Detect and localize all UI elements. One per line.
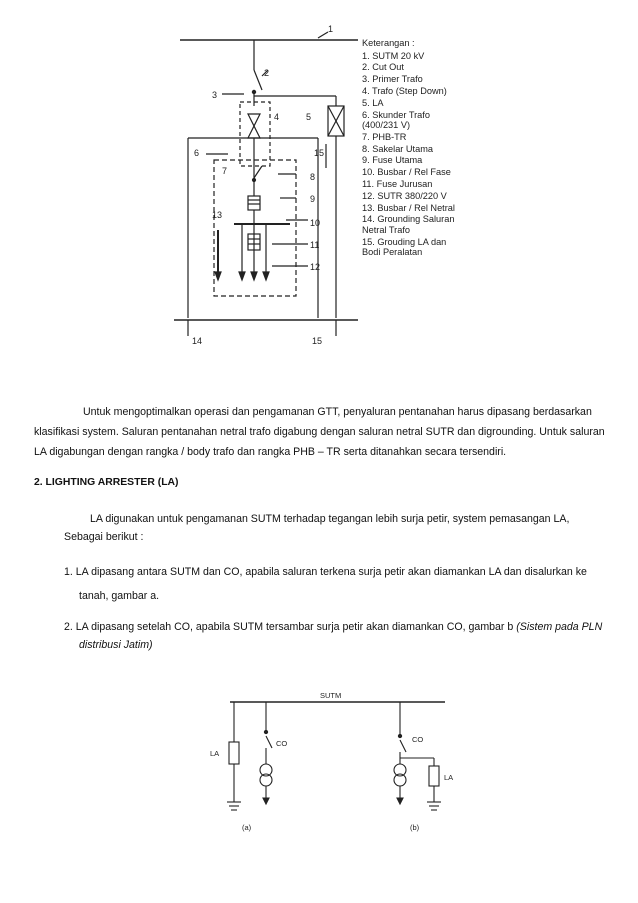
la-placement-diagram: [200, 690, 460, 840]
legend-item: 8. Sakelar Utama: [362, 143, 433, 154]
diagram-number: 5: [306, 112, 312, 122]
list-item-2-cont: distribusi Jatim): [79, 639, 153, 651]
diagram-number: 7: [222, 166, 228, 176]
legend-title: Keterangan :: [362, 38, 415, 48]
diagram-legend: [362, 38, 455, 259]
diagram-number: 15: [314, 148, 325, 158]
legend-item: 13. Busbar / Rel Netral: [362, 202, 455, 213]
legend-item: 5. LA: [362, 97, 384, 108]
co-label-a: CO: [276, 739, 288, 748]
list-item-1-cont: tanah, gambar a.: [79, 590, 160, 602]
legend-item: 1. SUTM 20 kV: [362, 50, 425, 61]
co-label-b: CO: [412, 735, 424, 744]
legend-item: 7. PHB-TR: [362, 131, 407, 142]
diagram-number: 12: [310, 262, 321, 272]
legend-item: 3. Primer Trafo: [362, 74, 423, 85]
legend-item: 10. Busbar / Rel Fase: [362, 167, 451, 178]
diagram-number: 15: [312, 336, 323, 346]
list-item-2-text: 2. LA dipasang setelah CO, apabila SUTM tersambar surja petir akan diamankan CO, gambar b: [64, 621, 514, 633]
legend-item: 9. Fuse Utama: [362, 155, 423, 166]
legend-item: 14. Grounding Saluran Netral Trafo: [362, 214, 455, 235]
section-heading: 2. LIGHTING ARRESTER (LA): [34, 477, 179, 488]
paragraph-la-intro-cont: Sebagai berikut :: [64, 531, 144, 543]
caption-a: (a): [242, 823, 252, 832]
diagram-number: 1: [328, 24, 334, 34]
legend-item: 2. Cut Out: [362, 62, 404, 73]
legend-item: 15. Grouding LA dan Bodi Peralatan: [362, 236, 447, 258]
diagram-number: 6: [194, 148, 200, 158]
diagram-number: 9: [310, 194, 316, 204]
paragraph-la-intro: LA digunakan untuk pengamanan SUTM terhadap tegangan lebih surja petir, system pemasangan LA,: [90, 513, 570, 525]
diagram-number: 13: [212, 210, 223, 220]
diagram-number: 3: [212, 90, 218, 100]
legend-item: 11. Fuse Jurusan: [362, 179, 433, 189]
paragraph-grounding: Untuk mengoptimalkan operasi dan pengamanan GTT, penyaluran pentanahan harus dipasang berdasarkan klasifikasi system. Saluran pentanahan netral trafo digabung dengan saluran netral SUTR dan digrounding. Untuk saluran LA digabungan dengan rangka / body trafo dan rangka PHB – TR serta ditanahkan secara tersendiri.: [34, 406, 605, 458]
diagram-number: 10: [310, 218, 321, 228]
diagram-number: 8: [310, 172, 316, 182]
legend-item: 6. Skunder Trafo (400/231 V): [362, 109, 430, 131]
la-label-b: LA: [444, 773, 454, 782]
diagram-number: 4: [274, 112, 280, 122]
list-item-2: [64, 617, 606, 637]
list-item-1: 1. LA dipasang antara SUTM dan CO, apabila saluran terkena surja petir akan diamankan LA dan disalurkan ke: [64, 566, 587, 578]
caption-b: (b): [410, 823, 420, 832]
legend-item: 12. SUTR 380/220 V: [362, 190, 447, 201]
list-item-2-italic: (Sistem pada PLN: [516, 621, 603, 633]
diagram-number: 14: [192, 336, 203, 346]
diagram-number: 11: [310, 240, 320, 250]
diagram-number: 2: [264, 68, 270, 78]
la-label-a: LA: [210, 749, 220, 758]
legend-list: [362, 51, 455, 258]
legend-item: 4. Trafo (Step Down): [362, 85, 447, 96]
sutm-label: SUTM: [320, 691, 342, 700]
